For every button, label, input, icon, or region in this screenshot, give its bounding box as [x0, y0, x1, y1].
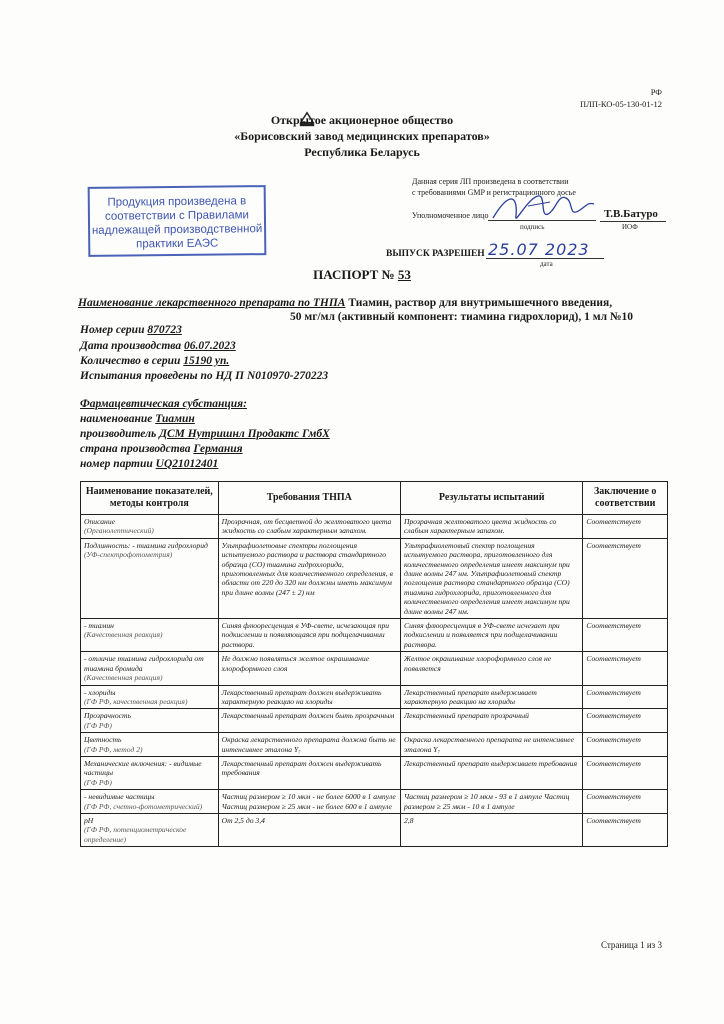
- result-cell: Прозрачная желтоватого цвета жидкость со слабым характерным запахом.: [401, 515, 583, 539]
- document-code-line2: ПЛП-КО-05-130-01-12: [579, 99, 662, 109]
- indicator-method: (ГФ РФ, метод 2): [84, 744, 143, 754]
- indicator-cell: [81, 790, 219, 814]
- indicator-method: (Качественная реакция): [84, 630, 163, 640]
- result-cell: Лекарственный препарат прозрачный: [401, 709, 583, 733]
- country-label: страна производства: [80, 443, 191, 455]
- indicator-name: Описание: [84, 517, 115, 526]
- conclusion-cell: Соответствует: [583, 515, 668, 539]
- requirement-cell: Не должно появляться желтое окрашивание хлороформного слоя: [218, 652, 400, 685]
- conclusion-cell: Соответствует: [583, 652, 668, 685]
- conclusion-cell: Соответствует: [583, 619, 668, 652]
- passport-title: [0, 267, 724, 283]
- indicator-cell: [81, 756, 219, 789]
- header-requirements: Требования ТНПА: [218, 482, 400, 515]
- batch-quantity: [80, 355, 229, 367]
- requirement-cell: От 2,5 до 3,4: [218, 813, 400, 846]
- requirement-cell: Ультрафиолетовые спектры поглощения испытуемого раствора и раствора стандартного образца (СО) тиамина гидрохлорида, приготовленных для количественного определения, в области от 220 до 320 нм должны иметь максимум при длине волны (247 ± 2) нм: [218, 538, 400, 618]
- requirement-cell: Прозрачная, от бесцветной до желтоватого цвета жидкость со слабым характерным запахом.: [218, 515, 400, 539]
- indicator-method: (ГФ РФ, счетно-фотометрический): [84, 801, 203, 811]
- manufacturer-value: ДСМ Нутришнл Продактс ГмбХ: [159, 428, 330, 440]
- requirement-cell: Лекарственный препарат должен выдерживать характерную реакцию на хлориды: [218, 685, 400, 709]
- page-number: Страница 1 из 3: [601, 940, 662, 950]
- stamp-line: соответствии с Правилами: [104, 209, 249, 223]
- result-cell: Окраска лекарственного препарата не интенсивнее эталона Y₇: [401, 733, 583, 757]
- indicator-name: pH: [84, 815, 94, 825]
- quantity-label: Количество в серии: [80, 355, 181, 367]
- release-date-line: [486, 258, 604, 259]
- release-date: 25.07 2023: [488, 240, 590, 259]
- name-caption: ИОФ: [622, 223, 638, 231]
- indicator-method: (ГФ РФ, качественная реакция): [84, 696, 188, 706]
- table-row: [81, 652, 668, 685]
- substance-name-value: Тиамин: [155, 413, 195, 425]
- table-row: [81, 709, 668, 733]
- indicator-cell: [81, 709, 219, 733]
- indicator-cell: [81, 538, 219, 618]
- result-cell: Синяя флюоресценция в УФ-свете исчезает при подкислении и появляется при подщелачивании раствора.: [401, 619, 583, 652]
- result-cell: Желтое окрашивание хлороформного слоя не появляется: [401, 652, 583, 685]
- result-cell: Частиц размером ≥ 10 мкм - 93 в 1 ампуле Частиц размером ≥ 25 мкм - 10 в 1 ампуле: [401, 790, 583, 814]
- series-label: Номер серии: [80, 324, 145, 336]
- header-results: Результаты испытаний: [401, 482, 583, 515]
- document-code-line1: РФ: [650, 87, 662, 97]
- drug-name-line2: 50 мг/мл (активный компонент: тиамина гидрохлорид), 1 мл №10: [290, 311, 633, 323]
- production-date: [80, 340, 236, 352]
- indicator-cell: [81, 685, 219, 709]
- conclusion-cell: Соответствует: [583, 538, 668, 618]
- table-row: [81, 619, 668, 652]
- company-country: Республика Беларусь: [304, 145, 420, 159]
- conclusion-cell: Соответствует: [583, 733, 668, 757]
- indicator-method: (Качественная реакция): [84, 673, 163, 683]
- indicator-method: (ГФ РФ, потенциометрическое определение): [84, 825, 187, 844]
- indicator-name: - хлориды: [84, 687, 116, 697]
- release-label: ВЫПУСК РАЗРЕШЕН: [386, 249, 485, 259]
- result-cell: 2,8: [401, 813, 583, 846]
- authorized-person-label: Уполномоченное лицо: [412, 211, 489, 220]
- signature-caption: подпись: [520, 223, 545, 231]
- quantity-value: 15190 уп.: [183, 355, 230, 367]
- indicator-method: (ГФ РФ): [84, 720, 112, 730]
- requirement-cell: Лекарственный препарат должен выдерживать требования: [218, 756, 400, 789]
- conclusion-cell: Соответствует: [583, 756, 668, 789]
- release-date-caption: дата: [540, 260, 553, 268]
- release-statement-line: Данная серия ЛП произведена в соответствии: [412, 177, 569, 186]
- signature-line: [488, 220, 596, 221]
- conclusion-cell: Соответствует: [583, 790, 668, 814]
- table-row: [81, 685, 668, 709]
- requirement-cell: Синяя флюоресценция в УФ-свете, исчезающая при подкислении и появляющаяся при подщелачивании раствора.: [218, 619, 400, 652]
- company-name: «Борисовский завод медицинских препаратов»: [234, 129, 490, 143]
- release-statement-line: с требованиями GMP и регистрационного досье: [412, 188, 576, 197]
- tests-reference: Испытания проведены по НД П N010970-270223: [80, 370, 329, 382]
- indicator-method: (УФ-спектрофотометрия): [84, 550, 173, 560]
- conclusion-cell: Соответствует: [583, 685, 668, 709]
- document-code: [580, 86, 662, 110]
- drug-label: Наименование лекарственного препарата по ТНПА: [78, 297, 346, 309]
- substance-name-label: наименование: [80, 413, 153, 425]
- requirement-cell: Лекарственный препарат должен быть прозрачным: [218, 709, 400, 733]
- series-number: [80, 324, 182, 336]
- indicator-name: Подлинность: - тиамина гидрохлорид: [84, 540, 208, 550]
- indicator-cell: [81, 619, 219, 652]
- indicator-cell: [81, 733, 219, 757]
- authorized-person-name: Т.В.Батуро: [604, 208, 658, 220]
- country-value: Германия: [193, 443, 243, 455]
- production-date-label: Дата производства: [80, 340, 182, 352]
- drug-name-line1: [78, 297, 612, 309]
- result-cell: Ультрафиолетовый спектр поглощения испытуемого раствора, приготовленного для количественного определения имеет максимум при длине волны 247 нм. Ультрафиолетовый спектр поглощения раствора стандартного образца (СО) тиамина гидрохлорида, приготовленного для количественного определения имеет максимум при длине волны 247 нм.: [401, 538, 583, 618]
- production-date-value: 06.07.2023: [183, 340, 236, 352]
- table-row: [81, 790, 668, 814]
- specification-table: [80, 481, 668, 847]
- signature-icon: [488, 188, 598, 228]
- stamp-line: Продукция произведена в: [107, 195, 247, 209]
- indicator-name: - невидимые частицы: [84, 792, 155, 802]
- indicator-name: - тиамин: [84, 621, 114, 631]
- indicator-name: Прозрачность: [84, 711, 131, 721]
- company-header: [0, 112, 724, 160]
- substance-country: [80, 443, 243, 455]
- indicator-name: Механические включения: - видимые частицы: [84, 758, 202, 778]
- gmp-stamp: [88, 185, 267, 257]
- lot-value: UQ21012401: [155, 458, 219, 470]
- header-conclusion: Заключение о соответствии: [583, 482, 668, 515]
- conclusion-cell: Соответствует: [583, 709, 668, 733]
- passport-number: 53: [397, 267, 411, 282]
- table-header-row: [81, 482, 668, 515]
- substance-manufacturer: [80, 428, 330, 440]
- requirement-cell: Окраска лекарственного препарата должна быть не интенсивнее эталона Y₇: [218, 733, 400, 757]
- substance-lot: [80, 458, 218, 470]
- substance-name: [80, 413, 195, 425]
- series-value: 870723: [147, 324, 182, 336]
- manufacturer-label: производитель: [80, 428, 157, 440]
- table-row: [81, 538, 668, 618]
- table-row: [81, 756, 668, 789]
- result-cell: Лекарственный препарат выдерживает характерную реакцию на хлориды: [401, 685, 583, 709]
- conclusion-cell: Соответствует: [583, 813, 668, 846]
- stamp-line: практики ЕАЭС: [136, 237, 219, 251]
- result-cell: Лекарственный препарат выдерживает требования: [401, 756, 583, 789]
- company-type: Открытое акционерное общество: [270, 113, 454, 127]
- indicator-name: Цветность: [84, 735, 122, 745]
- passport-title-text: ПАСПОРТ №: [313, 267, 395, 282]
- indicator-cell: [81, 813, 219, 846]
- lot-label: номер партии: [80, 458, 153, 470]
- requirement-cell: Частиц размером ≥ 10 мкм - не более 6000 в 1 ампуле Частиц размером ≥ 25 мкм - не более 600 в 1 ампуле: [218, 790, 400, 814]
- indicator-name: - отличие тиамина гидрохлорида от тиамина бромида: [84, 654, 204, 673]
- indicator-method: (Органолептический): [84, 526, 154, 536]
- stamp-line: надлежащей производственной: [91, 223, 263, 237]
- substance-title: Фармацевтическая субстанция:: [80, 398, 247, 410]
- indicator-method: (ГФ РФ): [84, 777, 112, 787]
- table-row: [81, 515, 668, 539]
- name-line: [600, 221, 666, 222]
- header-indicator: Наименование показателей, методы контроля: [81, 482, 219, 515]
- indicator-cell: [81, 515, 219, 539]
- table-row: [81, 813, 668, 846]
- indicator-cell: [81, 652, 219, 685]
- table-row: [81, 733, 668, 757]
- drug-name: Тиамин, раствор для внутримышечного введения,: [348, 297, 613, 309]
